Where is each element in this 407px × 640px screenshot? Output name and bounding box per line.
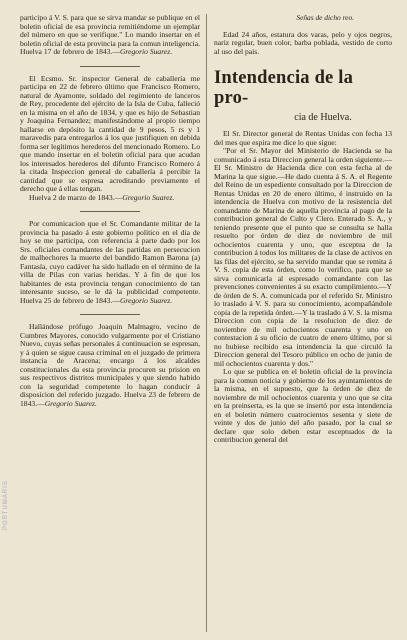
notice-3-text: Por comunicacion que el Sr. Comandante militar de la provincia ha pasado á este gobierno político en el dia de hoy se me participa, con referencia á parte dado por los Srs. oficiales comandantes de las partidas en persecucion de malhechores la muerte del bandido Ramon Barona (a) Fantasía, cuyo cadáver ha sido hallado en el término de la villa de Pilas con varias heridas. Y á fin de que los habitantes de esta provincia tengan conocimiento de tan interesante suceso, se le dá la publicidad competente. Huelva 25 de febrero de 1843.—Gregorio Suarez. [20, 219, 200, 305]
notice-2-signature: Gregorio Suarez. [122, 192, 175, 202]
margin-watermark-text: PORTUMARIS [3, 480, 9, 530]
notice-3-body: Por comunicacion que el Sr. Comandante militar de la provincia ha pasado á este gobierno político en el dia de hoy se me participa, con referencia á parte dado por los Srs. oficiales comandantes de las partidas en persecucion de malhechores la muerte del bandido Ramon Barona (a) Fantasía, cuyo cadáver ha sido hallado en el término de la villa de Pilas con varias heridas. Y á fin de que los habitantes de esta provincia tengan conocimiento de tan interesante suceso, se le dá la publicidad competente. Huelva 25 de febrero de 1843. [20, 219, 200, 305]
notice-1-text: participo á V. S. para que se sirva mandar se publique en el boletin oficial de esa provincia remitiéndome un ejemplar del número en que se verifique." Lo mando insertar en el boletin oficial de esta provincia para la comun inteligencia. Huelva 17 de febrero de 1843.—Gregorio Suarez. [20, 14, 200, 56]
intendencia-publication-text: Lo que se publica en el boletin oficial de la provincia para la comun noticia y gobierno de los ayuntamientos de la misma, en el supuesto, que la órden de diez de noviembre de mil ochocientos cuarenta y uno que se cita en la preinserta, es la que se insertó por esta intendencia en el boletin número cuatrocientos sesenta y siete de veinte y dos de junio del año pasado, por la cual se declare que solo deben estar esceptuados de la contribucion general del [214, 367, 392, 444]
suspect-description: Edad 24 años, estatura dos varas, pelo y ojos negros, nariz regular, buen color, barba poblada, vestido de corto al uso del pais. [214, 29, 392, 56]
notice-4-body: Hallándose prófugo Joaquin Malmagro, vecino de Cumbres Mayores, conocido vulgarmente por el Cristiano Nuevo, cuyas señas personales á continuacion se espresan, y á quien se sigue causa criminal en el juzgado de primera instancia de Aracena; encargo á los alcaldes constitucionales da esta provincia procuren su prision en sus respectivos distritos municipales y que siendo habido con la seguridad competente lo hagan conducir á disposicion del referido juzgado. Huelva 23 de febrero de 1843. [20, 322, 200, 408]
notice-2-text: El Ecsmo. Sr. inspector General de caballería me participa en 22 de febrero último que Francisco Romero, natural de Ayamonte, soldado del regimiento de lanceros de Rey, procedente del ejército de la Isla de Cuba, falleció en la misma en el año de 1834, y que es hijo de Sebastian y Joaquina Fernandez; manifestándome al propio tiempo hallarse en depósito la cantidad de 9 pesos, 5 rs y 1 maravedis para entregarlos á los que justifiquen en debida forma ser legítimos herederos del mencionado Romero. Lo que mando insertar en el boletin oficial para que acudan los interesados herederos del difunto Francisco Romero á la citada Inspeccion general de caballería á percibir la cantidad que se espresa acreditando previamente el derecho que á ellas tengan. [20, 73, 200, 193]
notice-3-signature: Gregorio Suarez. [119, 295, 173, 305]
description-header: Señas de dicho reo. [296, 14, 354, 22]
separator-rule [80, 66, 140, 67]
section-title: Intendencia de la pro- [214, 68, 354, 108]
separator-rule [80, 211, 140, 212]
left-column [20, 14, 200, 632]
intendencia-intro: El Sr. Director general de Rentas Unidas con fecha 13 del mes que espira me dice lo que sigue: [214, 129, 392, 147]
separator-rule [80, 314, 140, 315]
notice-1-signature: Gregorio Suarez. [119, 47, 173, 56]
notice-2-closing: Huelva 2 de marzo de 1843.—Gregorio Suarez. [29, 192, 175, 202]
intendencia-order-text: "Por el Sr. Mayor del Ministerio de Hacienda se ha comunicado á esta Direccion general la orden siguiente.—El Sr. Ministro de Hacienda dice con esta fecha al de Marina la que sigue.—He dado cuenta á S. A. el Regente del Reino de un espediente consultado por la Direccion de Rentas Unidas en 20 de enero último, é instruido en la intendencia de Huelva con motivo de la resistencia del comandante de Marina de aquella provincia al pago de la contribucion general de Culto y Clero. Enterado S. A., y teniendo presente que el punto que se consulta se halla resuelto por órden de diez de noviembre de mil ochocientos cuarenta y uno, que esceptua de la contribucion á todos los militares de la clase de activos en las filas del ejército, se ha servido mandar que se remita á V. S. copia de esta órden, como lo verifico, para que se sirva comunicarla al espresado comandante con las prevenciones convenientes á su exacto cumplimiento.—Y de órden de S. A. comunicada por el referido Sr. Ministro lo traslado á V. S. para su conocimiento, acompañándole copia de la repetida órden.—Y la traslado á V. S. la misma Direccion con copia de la resolucion de diez de noviembre de mil ochocientos cuarenta y uno en contestacion á su oficio de cuatro de enero último, por si no hubiese recibido esa intendencia la que circuló la Direccion general del Tesoro público en ocho de junio de mil ochocientos cuarenta y dos." [214, 146, 392, 368]
right-column [214, 14, 392, 632]
notice-2-date: Huelva 2 de marzo de 1843. [29, 192, 115, 202]
notice-4-signature: Gregorio Suarez. [44, 398, 97, 408]
notice-4-text: Hallándose prófugo Joaquin Malmagro, vecino de Cumbres Mayores, conocido vulgarmente por el Cristiano Nuevo, cuyas señas personales á continuacion se espresan, y á quien se sigue causa criminal en el juzgado de primera instancia de Aracena; encargo á los alcaldes constitucionales da esta provincia procuren su prision en sus respectivos distritos municipales y que siendo habido con la seguridad competente lo hagan conducir á disposicion del referido juzgado. Huelva 23 de febrero de 1843.—Gregorio Suarez. [20, 322, 200, 408]
notice-1-body: participo á V. S. para que se sirva mandar se publique en el boletin oficial de esa provincia remitiéndome un ejemplar del número en que se verifique." Lo mando insertar en el boletin oficial de esta provincia para la comun inteligencia. Huelva 17 de febrero de 1843. [20, 14, 200, 56]
section-title-continuation: cia de Huelva. [294, 112, 352, 123]
column-divider [206, 14, 207, 632]
